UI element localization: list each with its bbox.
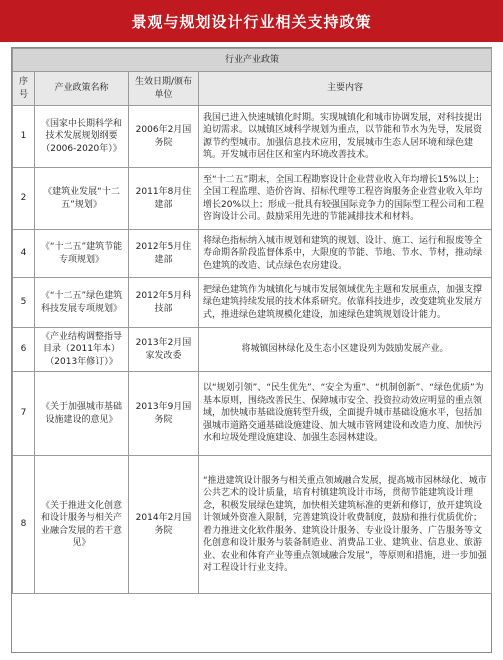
row-policy-name: 《建筑业发展“十二五”规划》 [35,168,129,230]
row-content: 将城镇园林绿化及生态小区建设列为鼓励发展产业。 [199,328,492,372]
row-no: 8 [13,456,35,594]
header-content: 主要内容 [199,72,492,106]
row-no: 2 [13,168,35,230]
header-date: 生效日期/颁布单位 [129,72,199,106]
table-row [13,278,492,328]
row-content: 我国已进入快速城镇化时期。实现城镇化和城市协调发展，对科技提出迫切需求。以城镇区域科学规划为重点，以节能和节水为先导，发展资源节约型城市。加强信息技术应用，发展城市生态人居环境和绿色建筑。开发城市居住区和室内环境改善技术。 [199,106,492,168]
row-date-issuer: 2014年2月国务院 [129,456,199,594]
row-date-issuer: 2011年8月住建部 [129,168,199,230]
row-policy-name: 《“十二五”绿色建筑科技发展专项规划》 [35,278,129,328]
title-banner [0,0,503,42]
row-policy-name: 《关于加强城市基础设施建设的意见》 [35,372,129,456]
table-row [13,456,492,594]
row-content: 至“十二五”期末，全国工程勘察设计企业营业收入年均增长15%以上；全国工程监理、造价咨询、招标代理等工程咨询服务企业营业收入年均增长20%以上；形成一批具有较强国际竞争力的国际型工程公司和工程咨询设计公司。鼓励采用先进的节能减排技术和材料。 [199,168,492,230]
row-no: 7 [13,372,35,456]
table-row [13,230,492,278]
page-title: 景观与规划设计行业相关支持政策 [131,12,372,31]
table-caption-row [13,49,492,72]
row-policy-name: 《“十二五”建筑节能专项规划》 [35,230,129,278]
row-no: 4 [13,230,35,278]
row-date-issuer: 2006年2月国务院 [129,106,199,168]
table-row [13,106,492,168]
row-date-issuer: 2012年5月科技部 [129,278,199,328]
row-content: 将绿色指标纳入城市规划和建筑的规划、设计、施工、运行和报废等全寿命期各阶段监督体系中，大限度的节能、节地、节水、节材，推动绿色建筑的改造、试点绿色农房建设。 [199,230,492,278]
header-name: 产业政策名称 [35,72,129,106]
table-row [13,328,492,372]
row-content: 以“规划引领”、“民生优先”、“安全为重”、“机制创新”、“绿色优质”为基本原则，围绕改善民生、保障城市安全、投资拉动效应明显的重点领域，加快城市基础设施转型升级，全面提升城市基础设施水平，包括加强城市道路交通基础设施建设、加大城市管网建设和改造力度、加快污水和垃圾处理设施建设、加强生态园林建设。 [199,372,492,456]
table-caption: 行业产业政策 [13,49,492,72]
policy-table-container [11,47,492,653]
row-no: 1 [13,106,35,168]
row-date-issuer: 2012年5月住建部 [129,230,199,278]
row-date-issuer: 2013年9月国务院 [129,372,199,456]
header-no: 序号 [13,72,35,106]
row-policy-name: 《产业结构调整指导目录（2011年本）（2013年修订）》 [35,328,129,372]
row-no: 6 [13,328,35,372]
table-row [13,168,492,230]
row-content: 把绿色建筑作为城镇化与城市发展领域优先主题和发展重点，加强支撑绿色建筑持续发展的技术体系研究。依靠科技进步，改变建筑业发展方式，推进绿色建筑规模化建设，加速绿色建筑规划设计能力。 [199,278,492,328]
row-policy-name: 《关于推进文化创意和设计服务与相关产业融合发展的若干意见》 [35,456,129,594]
row-policy-name: 《国家中长期科学和技术发展规划纲要（2006-2020年）》 [35,106,129,168]
row-no: 5 [13,278,35,328]
row-date-issuer: 2013年2月国家发改委 [129,328,199,372]
policy-table [12,48,492,594]
row-content: “推进建筑设计服务与相关重点领域融合发展，提高城市园林绿化、城市公共艺术的设计质量，培育村镇建筑设计市场，贯彻节能建筑设计理念，积极发展绿色建筑，加快相关建筑标准的更新和修订，放开建筑设计领域外资准入限制，完善建筑设计收费制度，鼓励和推行优质优价；着力推进文化软件服务、建筑设计服务、专业设计服务、广告服务等文化创意和设计服务与装备制造业、消费品工业、建筑业、信息业、旅游业、农业和体育产业等重点领域融合发展”，等原则和措施，进一步加强对工程设计行业支持。 [199,456,492,594]
table-header-row [13,72,492,106]
table-row [13,372,492,456]
